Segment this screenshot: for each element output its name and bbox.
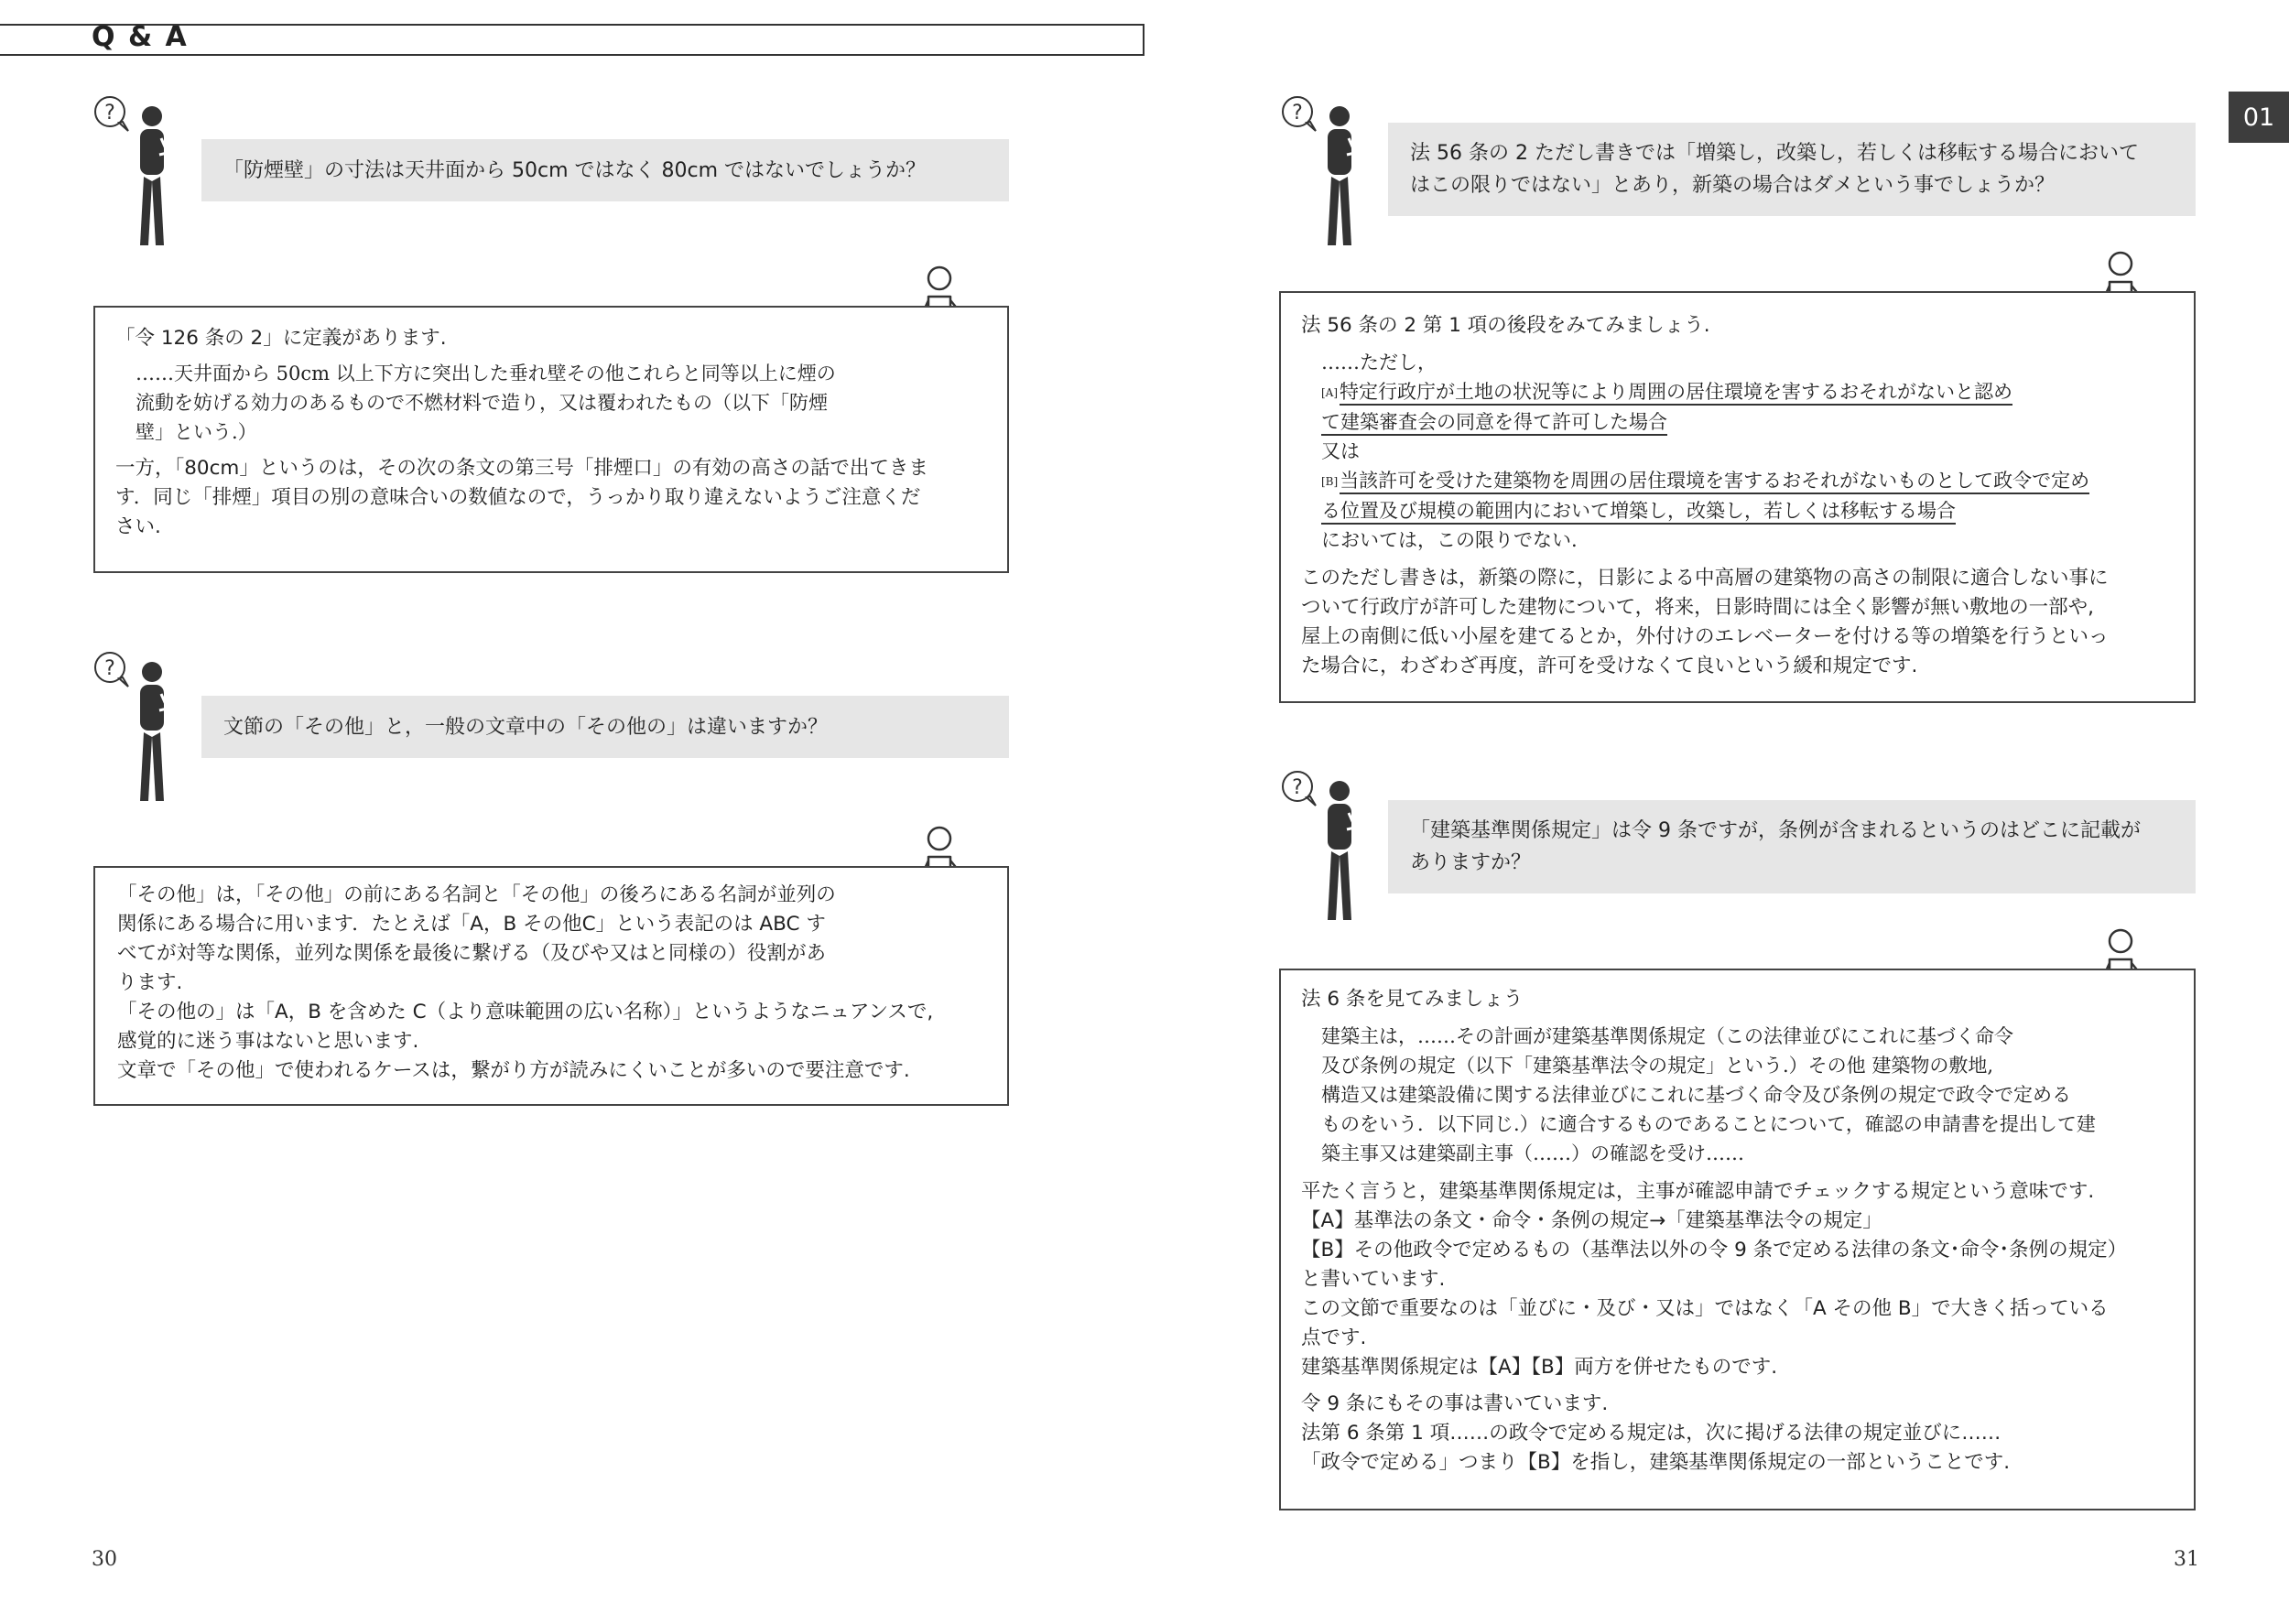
question-box xyxy=(1388,123,2196,216)
answer-line: 平たく言うと，建築基準関係規定は，主事が確認申請でチェックする規定という意味です. xyxy=(1301,1180,2095,1203)
chapter-tab: 01 xyxy=(2229,92,2289,143)
svg-text:?: ? xyxy=(1292,776,1303,799)
quote-line: 又は xyxy=(1321,440,1360,462)
answer-box xyxy=(93,306,1009,573)
underlined-text: 特定行政庁が土地の状況等により周囲の居住環境を害するおそれがないと認め xyxy=(1340,381,2012,406)
answer-line: た場合に，わざわざ再度，許可を受けなくて良いという緩和規定です. xyxy=(1301,655,1918,677)
answer-line: ついて行政庁が許可した建物について，将来，日影時間には全く影響が無い敷地の一部や, xyxy=(1301,596,2094,619)
answer-line: 関係にある場合に用います．たとえば「A，B その他C」という表記のは ABC す xyxy=(117,913,826,936)
answer-line: 「その他の」は「A，B を含めた C（より意味範囲の広い名称）」というようなニュアンスで, xyxy=(117,1001,934,1023)
answer-line: 「その他」は，「その他」の前にある名詞と「その他」の後ろにある名詞が並列の xyxy=(117,883,836,906)
question-person-icon xyxy=(1275,769,1367,925)
quote-item-b xyxy=(1321,466,2174,496)
page-number-right: 31 xyxy=(2174,1548,2199,1571)
question-person-icon xyxy=(88,650,179,806)
svg-text:?: ? xyxy=(1292,102,1303,125)
answer-intro: 「令 126 条の 2」に定義があります. xyxy=(115,327,447,350)
answer-line: この文節で重要なのは「並びに・及び・又は」ではなく「A その他 B」で大きく括っている xyxy=(1301,1297,2109,1320)
quote-line xyxy=(1321,407,2174,437)
question-person-icon xyxy=(88,94,179,250)
law-quote xyxy=(1301,348,2174,555)
answer-line: 一方，「80cm」というのは，その次の条文の第三号「排煙口」の有効の高さの話で出てきま xyxy=(115,457,928,480)
underlined-text: る位置及び規模の範囲内において増築し，改築し，若しくは移転する場合 xyxy=(1321,500,1956,525)
quote-line: 構造又は建築設備に関する法律並びにこれに基づく命令及び条例の規定で政令で定める xyxy=(1321,1084,2071,1106)
question-box: 文節の「その他」と，一般の文章中の「その他の」は違いますか？ xyxy=(201,696,1009,758)
quote-line: 流動を妨げる効力のあるもので不燃材料で造り，又は覆われたもの（以下「防煙 xyxy=(136,392,828,414)
answer-line: と書いています. xyxy=(1301,1268,1446,1291)
answer-line: 文章で「その他」で使われるケースは，繋がり方が読みにくいことが多いので要注意です. xyxy=(117,1059,910,1082)
answer-line: さい. xyxy=(115,515,161,538)
answer-line: 令 9 条にもその事は書いています. xyxy=(1301,1392,1609,1415)
quote-line: ものをいう．以下同じ.）に適合するものであることについて，確認の申請書を提出して建 xyxy=(1321,1113,2096,1135)
answer-box xyxy=(1279,291,2196,703)
answer-line: このただし書きは，新築の際に，日影による中高層の建築物の高さの制限に適合しない事に xyxy=(1301,567,2109,590)
quote-line: 及び条例の規定（以下「建築基準法令の規定」という.）その他 建築物の敷地, xyxy=(1321,1055,1994,1077)
underlined-text: て建築審査会の同意を得て許可した場合 xyxy=(1321,411,1667,436)
item-a-tag: [A] xyxy=(1321,386,1339,399)
answer-line: 「政令で定める」つまり【B】を指し，建築基準関係規定の一部ということです. xyxy=(1301,1451,2011,1474)
quote-line: ……ただし， xyxy=(1321,352,1437,374)
question-line: はこの限りではない」とあり，新築の場合はダメという事でしょうか？ xyxy=(1410,174,2056,197)
answer-box xyxy=(93,866,1009,1106)
question-person-icon xyxy=(1275,94,1367,250)
answer-line: 【A】基準法の条文・命令・条例の規定→「建築基準法令の規定」 xyxy=(1301,1209,1882,1232)
question-box xyxy=(1388,800,2196,893)
answer-line: 点です. xyxy=(1301,1326,1367,1349)
underlined-text: 当該許可を受けた建築物を周囲の居住環境を害するおそれがないものとして政令で定め xyxy=(1340,470,2089,494)
svg-text:?: ? xyxy=(104,102,115,125)
law-quote xyxy=(1301,1022,2174,1168)
page-header-title: Q & A xyxy=(92,21,189,53)
quote-item-a xyxy=(1321,377,2174,407)
page-number-left: 30 xyxy=(92,1548,117,1571)
quote-line: 壁」という.） xyxy=(136,421,257,443)
question-line: ありますか？ xyxy=(1410,851,1532,874)
quote-line: 建築主は，……その計画が建築基準関係規定（この法律並びにこれに基づく命令 xyxy=(1321,1025,2013,1047)
answer-box xyxy=(1279,969,2196,1510)
quote-line: においては，この限りでない. xyxy=(1321,529,1578,551)
answer-intro: 法 56 条の 2 第 1 項の後段をみてみましょう. xyxy=(1301,314,1710,337)
answer-line: べてが対等な関係，並列な関係を最後に繋げる（及びや又はと同様の）役割があ xyxy=(117,942,827,965)
answer-line: 法第 6 条第 1 項……の政令で定める規定は，次に掲げる法律の規定並びに…… xyxy=(1301,1422,2002,1445)
item-b-tag: [B] xyxy=(1321,475,1339,488)
question-box: 「防煙壁」の寸法は天井面から 50cm ではなく 80cm ではないでしょうか？ xyxy=(201,139,1009,201)
quote-line: ……天井面から 50cm 以上下方に突出した垂れ壁その他これらと同等以上に煙の xyxy=(136,363,836,384)
quote-line xyxy=(1321,496,2174,525)
answer-line: 【B】その他政令で定めるもの（基準法以外の令 9 条で定める法律の条文･命令･条例の規定） xyxy=(1301,1239,2128,1261)
law-quote xyxy=(115,359,987,447)
question-line: 「建築基準関係規定」は令 9 条ですが，条例が含まれるというのはどこに記載が xyxy=(1410,819,2141,842)
quote-line: 築主事又は建築副主事（……）の確認を受け…… xyxy=(1321,1142,1744,1164)
answer-line: 屋上の南側に低い小屋を建てるとか，外付けのエレベーターを付ける等の増築を行うといっ xyxy=(1301,625,2109,648)
question-line: 法 56 条の 2 ただし書きでは「増築し，改築し，若しくは移転する場合において xyxy=(1410,142,2139,165)
svg-text:?: ? xyxy=(104,657,115,680)
answer-line: す．同じ「排煙」項目の別の意味合いの数値なので，うっかり取り違えないようご注意くだ xyxy=(115,486,921,509)
answer-line: ります. xyxy=(117,971,183,994)
answer-line: 建築基準関係規定は【A】【B】両方を併せたものです. xyxy=(1301,1356,1778,1379)
answer-intro: 法 6 条を見てみましょう xyxy=(1301,988,1524,1011)
answer-line: 感覚的に迷う事はないと思います. xyxy=(117,1030,419,1053)
